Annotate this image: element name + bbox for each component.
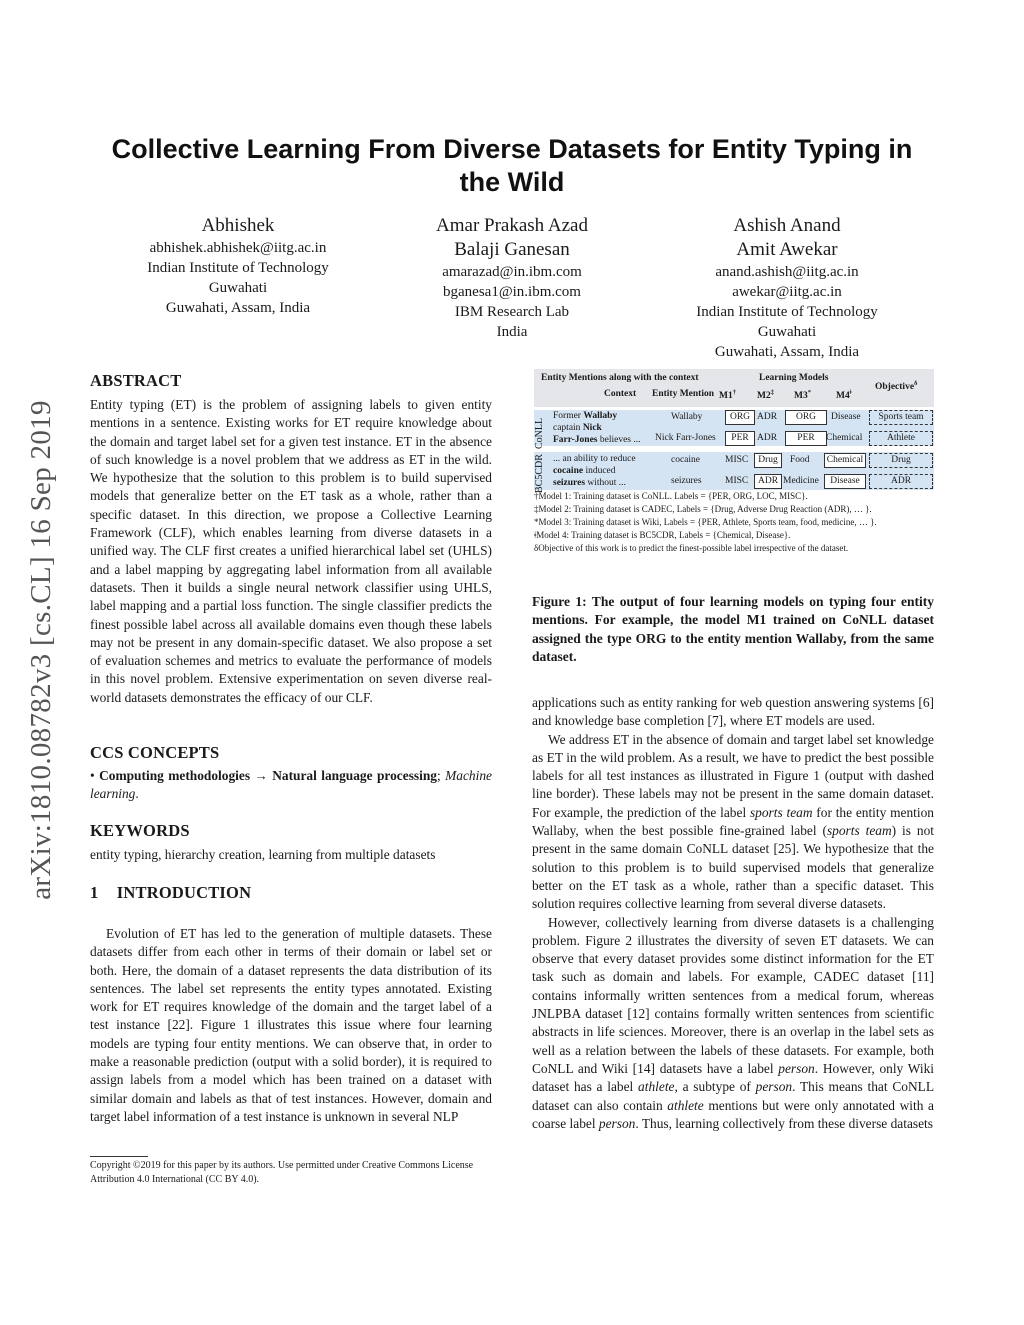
arxiv-stamp: arXiv:1810.08782v3 [cs.CL] 16 Sep 2019	[25, 400, 57, 900]
author-location: Guwahati, Assam, India	[165, 300, 311, 316]
footnote-rule	[90, 1156, 148, 1157]
figure-col-m1: M1†	[719, 389, 736, 402]
m2-output: Drug	[754, 453, 782, 468]
intro-right-text	[532, 694, 934, 1133]
abstract-heading: ABSTRACT	[90, 371, 182, 390]
figure-1	[531, 367, 939, 557]
author-block-2	[392, 214, 632, 342]
m2-output: ADR	[757, 412, 778, 422]
author-affiliation: Guwahati	[757, 324, 817, 340]
group-label-conll: CoNLL	[534, 417, 545, 449]
author-affiliation: Guwahati	[208, 280, 268, 296]
mention-cell: seizures	[671, 476, 702, 486]
m4-output: Disease	[831, 412, 861, 422]
author-name: Amar Prakash Azad	[436, 215, 588, 236]
figure-context-2: ... an ability to reduce cocaine induced seizures without ...	[553, 454, 636, 488]
author-email: amarazad@in.ibm.com	[442, 264, 582, 280]
paragraph: applications such as entity ranking for web question answering systems [6] and knowledge base completion [7], where ET models are used.	[532, 695, 934, 729]
paragraph: However, collectively learning from diverse datasets is a challenging problem. Figure 2 illustrates the diversity of seven ET datasets. We can observe that every dataset provides some distinct information for the ET task such as domain and labels. For example, CADEC dataset [11] contains informally written sentences from a medical forum, whereas JNLPBA dataset [12] contains formally written sentences from scientific abstracts in life sciences. Moreover, there is an overlap in the label sets as well as a relation between the labels of these datasets. For example, both CoNLL and Wiki [14] datasets have a label person. However, only Wiki dataset has a label athlete, a subtype of person. This means that CoNLL dataset can also contain athlete mentions but were only annotated with a coarse label person. Thus, learning collectively from these diverse datasets	[532, 914, 935, 1131]
m1-output: ORG	[725, 410, 755, 425]
author-name: Balaji Ganesan	[454, 239, 570, 260]
intro-left-text: Evolution of ET has led to the generation of multiple datasets. These datasets differ from each other in terms of their domain or label set or both. Here, the domain of a dataset represents the data distribution of its sentences. The label set represents the entity types annotated. Existing work for ET requires knowledge of the domain and the target label of a test instance [22]. Figure 1 illustrates this issue where four learning models are typing four entity mentions. We can observe that, in order to make a reasonable prediction (output with a solid border), it is required to assign labels from a model which has been trained on a dataset with similar domain and labels as that of test instances. However, domain and target label information of a test instance is unknown in several NLP	[90, 926, 492, 1124]
figure-footnote: ‡Model 2: Training dataset is CADEC, Labels = {Drug, Adverse Drug Reaction (ADR), … }.	[534, 504, 872, 514]
author-block-1	[118, 214, 358, 318]
mention-cell: Nick Farr-Jones	[655, 433, 716, 443]
figure-header-objective: Objective$^\delta$	[875, 380, 918, 393]
m3-output: Medicine	[783, 476, 819, 486]
m3-output: Food	[790, 455, 810, 465]
figure-col-context: Context	[604, 389, 637, 399]
author-name: Abhishek	[201, 215, 275, 236]
author-block-3	[667, 214, 907, 362]
objective-output: Drug	[869, 453, 933, 468]
figure-footnote: *Model 3: Training dataset is Wiki, Labels = {PER, Athlete, Sports team, food, medicine, … }.	[534, 517, 877, 527]
mention-cell: cocaine	[671, 455, 701, 465]
abstract-text: Entity typing (ET) is the problem of assigning labels to given entity mentions in a sentence. Existing works for ET require knowledge about the domain and target label set for a given test instance. ET in the absence of such knowledge is a novel problem that we address as ET in the wild. We hypothesize that the solution to this problem is to build supervised models that generalize better on the ET task as a whole, rather than a specific dataset. In this direction, we propose a Collective Learning Framework (CLF), which enables learning from diverse datasets in a unified way. The CLF first creates a unified hierarchical label set (UHLS) and a label mapping by aggregating label information from all available datasets. Then it builds a single neural network classifier using UHLS, label mapping and a partial loss function. The single classifier predicts the finest possible label across all available domains even though these labels may not be present in any domain-specific dataset. We also propose a set of evaluation schemes and metrics to evaluate the performance of models in this novel problem. Extensive experimentation on seven diverse real-world datasets demonstrates the efficacy of our CLF.	[90, 397, 492, 705]
objective-output: ADR	[869, 474, 933, 489]
ccs-subconcept: Natural language processing	[272, 768, 437, 783]
objective-output: Sports team	[869, 410, 933, 425]
m1-output: MISC	[725, 455, 749, 465]
figure-col-m2: M2‡	[757, 389, 774, 402]
ccs-concept: Computing methodologies	[99, 768, 251, 783]
m4-output: Chemical	[826, 433, 863, 443]
paragraph: We address ET in the absence of domain and target label set knowledge as ET in the wild problem. As a result, we have to predict the best possible labels for all test instances as illustrated in Figure 1 (output with dashed line border). These labels may not be present in the same domain dataset. For example, the prediction of the label sports team for the entity mention Wallaby, when the best possible fine-grained label (sports team) is not present in the same domain CoNLL dataset [25]. We hypothesize that the solution to this problem is to build supervised models that generalize better on the ET task as a whole, rather than a specific dataset. This solution requires collective learning from several diverse datasets.	[532, 731, 935, 912]
m4-output: Chemical	[824, 453, 866, 468]
m3-output: ORG	[785, 410, 827, 425]
m1-output: MISC	[725, 476, 749, 486]
figure-footnote: δObjective of this work is to predict the finest-possible label irrespective of the dataset.	[534, 543, 849, 553]
figure-footnote: ǂModel 4: Training dataset is BC5CDR, Labels = {Chemical, Disease}.	[534, 530, 791, 540]
author-email: awekar@iitg.ac.in	[732, 284, 842, 300]
m2-output: ADR	[754, 474, 782, 489]
author-email: bganesa1@in.ibm.com	[443, 284, 581, 300]
author-name: Ashish Anand	[733, 215, 841, 236]
figure-context-1: Former Wallaby captain Nick Farr-Jones believes ...	[553, 411, 641, 445]
intro-heading	[90, 883, 251, 903]
paper-title: Collective Learning From Diverse Datasets for Entity Typing in the Wild	[111, 134, 913, 197]
copyright-notice: Copyright ©2019 for this paper by its authors. Use permitted under Creative Commons License Attribution 4.0 International (CC BY 4.0).	[90, 1160, 474, 1185]
m3-output: PER	[785, 431, 827, 446]
mention-cell: Wallaby	[671, 412, 703, 422]
figure-caption: Figure 1: The output of four learning models on typing four entity mentions. For example, the model M1 trained on CoNLL dataset assigned the type ORG to the entity mention Wallaby, from the same dataset.	[532, 594, 934, 664]
objective-output: Athlete	[869, 431, 933, 446]
ccs-heading: CCS CONCEPTS	[90, 743, 220, 762]
group-label-bc5cdr: BC5CDR	[534, 454, 545, 493]
figure-footnote: †Model 1: Training dataset is CoNLL. Labels = {PER, ORG, LOC, MISC}.	[534, 491, 808, 501]
m1-output: PER	[725, 431, 755, 446]
author-location: Guwahati, Assam, India	[714, 344, 860, 360]
author-email: anand.ashish@iitg.ac.in	[715, 264, 859, 280]
author-affiliation: IBM Research Lab	[454, 304, 570, 320]
keywords-heading: KEYWORDS	[90, 821, 190, 840]
author-location: India	[496, 324, 528, 340]
m4-output: Disease	[824, 474, 866, 489]
figure-col-m4: $M4^ǂ$	[836, 389, 852, 402]
ccs-italic: Machine learning	[90, 768, 492, 802]
figure-col-mention: Entity Mention	[652, 389, 715, 399]
section-title: INTRODUCTION	[116, 883, 252, 902]
figure-col-m3: M3*	[794, 389, 811, 402]
author-affiliation: Indian Institute of Technology	[696, 304, 878, 320]
author-affiliation: Indian Institute of Technology	[147, 260, 329, 276]
section-number: 1	[90, 883, 99, 902]
figure-header-mentions: Entity Mentions along with the context	[541, 373, 699, 383]
keywords-text: entity typing, hierarchy creation, learning from multiple datasets	[90, 847, 436, 862]
ccs-concepts: • Computing methodologies → Natural language processing; Machine learning.	[90, 768, 492, 802]
author-name: Amit Awekar	[736, 239, 838, 260]
m2-output: ADR	[757, 433, 778, 443]
figure-header-models: Learning Models	[759, 373, 829, 383]
author-email: abhishek.abhishek@iitg.ac.in	[149, 240, 327, 256]
